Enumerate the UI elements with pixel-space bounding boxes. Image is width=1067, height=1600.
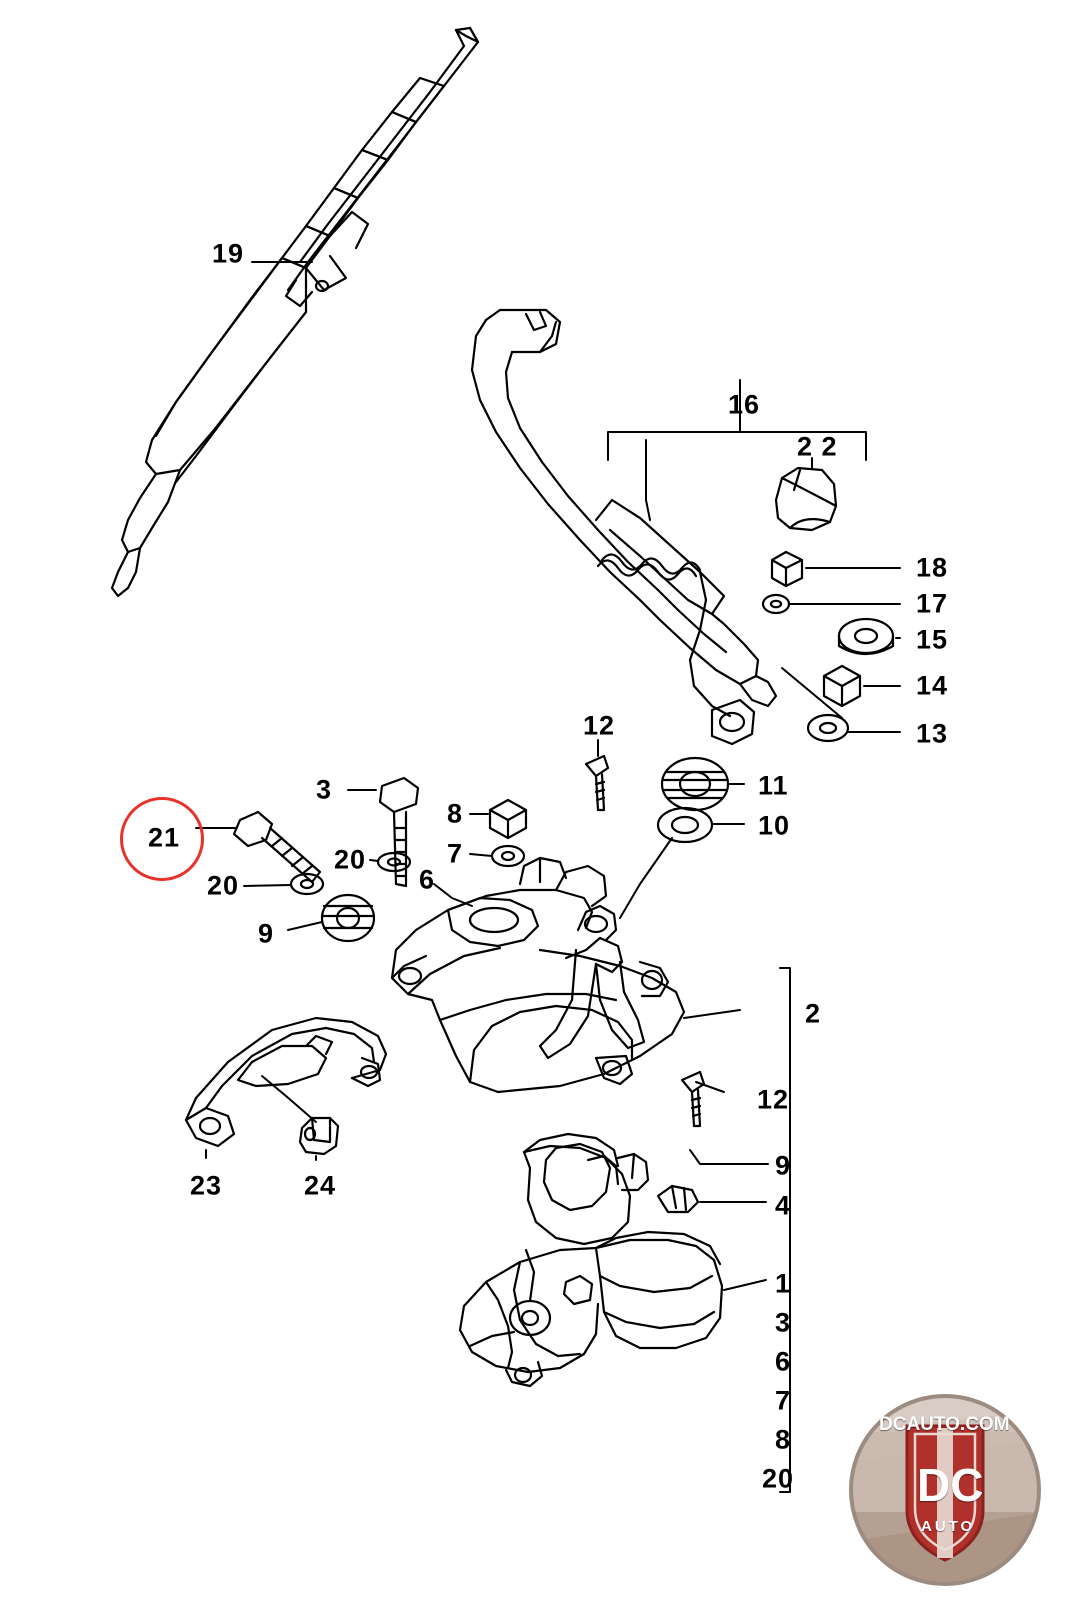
highlighted-part-circle xyxy=(120,797,204,881)
callout-16: 16 xyxy=(728,389,761,420)
callout-6-lower: 6 xyxy=(775,1346,792,1377)
wiper-blade-part-19 xyxy=(112,28,478,596)
callout-12-upper: 12 xyxy=(583,710,616,741)
callout-9-lower: 9 xyxy=(775,1150,792,1181)
callout-7: 7 xyxy=(447,838,464,869)
bracket-assembly-part-2 xyxy=(392,858,684,1092)
callout-14: 14 xyxy=(916,670,949,701)
washer-part-7 xyxy=(492,846,524,866)
watermark-sub-text: AUTO xyxy=(921,1518,976,1535)
leader-lines xyxy=(196,262,900,1492)
callout-20-lower: 20 xyxy=(207,870,240,901)
callout-23: 23 xyxy=(190,1170,223,1201)
callout-6: 6 xyxy=(419,864,436,895)
screw-part-12-upper xyxy=(586,756,608,810)
bolt-part-21 xyxy=(234,812,320,882)
screw-part-12-lower xyxy=(682,1072,704,1126)
callout-3-lower: 3 xyxy=(775,1307,792,1338)
grommet-part-11 xyxy=(662,758,728,810)
callout-12-lower: 12 xyxy=(757,1084,790,1115)
callout-18: 18 xyxy=(916,552,949,583)
wiper-motor-part-1 xyxy=(460,1134,722,1386)
watermark-top-text: DCAUTO.COM xyxy=(879,1414,1010,1435)
callout-13: 13 xyxy=(916,718,949,749)
callout-8-lower: 8 xyxy=(775,1424,792,1455)
callout-7-lower: 7 xyxy=(775,1385,792,1416)
washer-part-17 xyxy=(763,595,789,613)
callout-20-upper: 20 xyxy=(334,844,367,875)
watermark-logo xyxy=(845,1392,1045,1588)
callout-9: 9 xyxy=(258,918,275,949)
pivot-bushing xyxy=(712,700,754,744)
callout-8: 8 xyxy=(447,798,464,829)
nut-part-8 xyxy=(490,800,526,838)
clip-part-4 xyxy=(658,1186,698,1212)
callout-15: 15 xyxy=(916,624,949,655)
watermark-main-text: DC xyxy=(917,1459,984,1511)
callout-21: 21 xyxy=(148,822,181,853)
bushing-part-15 xyxy=(839,619,893,654)
callout-1: 1 xyxy=(775,1268,792,1299)
callout-2: 2 xyxy=(805,998,822,1029)
callout-19: 19 xyxy=(212,238,245,269)
callout-24: 24 xyxy=(304,1170,337,1201)
clip-part-24 xyxy=(300,1118,338,1154)
bracket-part-23 xyxy=(186,1018,386,1146)
callout-17: 17 xyxy=(916,588,949,619)
bushing-part-9 xyxy=(322,895,374,941)
nut-part-14 xyxy=(824,666,860,706)
callout-11: 11 xyxy=(758,770,789,801)
wiper-arm-part-16 xyxy=(472,310,776,716)
callout-22: 2 2 xyxy=(797,431,838,462)
seal-ring-part-10 xyxy=(658,808,712,842)
callout-20-lowest: 20 xyxy=(762,1463,795,1494)
nut-part-18 xyxy=(772,552,802,586)
callout-4: 4 xyxy=(775,1190,792,1221)
cap-part-22 xyxy=(776,468,836,530)
callout-10: 10 xyxy=(758,810,791,841)
callout-3: 3 xyxy=(316,774,333,805)
